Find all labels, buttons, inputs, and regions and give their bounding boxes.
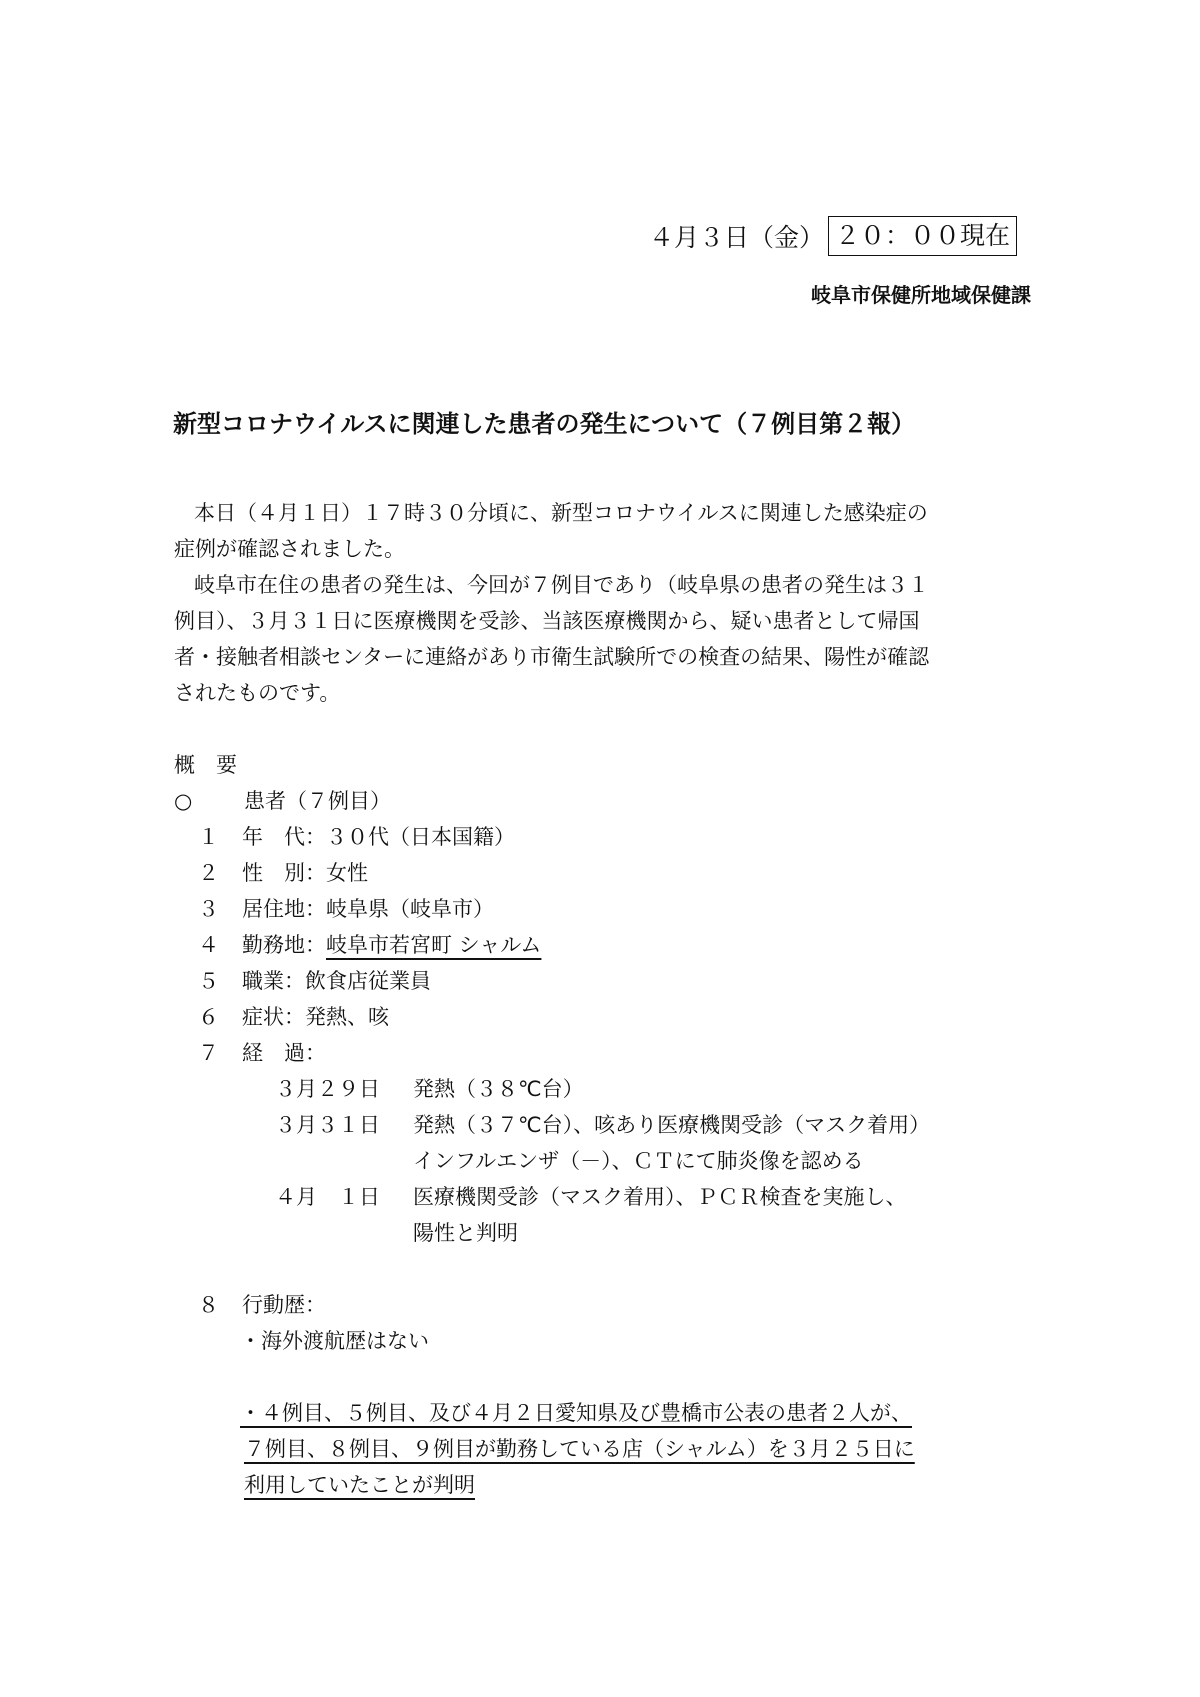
report-date: ４月３日（金） [648, 223, 824, 252]
item-symptoms: ６ 症状：発熱、咳 [198, 1005, 389, 1029]
intro-para2-line3: 者・接触者相談センターに連絡があり市衛生試験所での検査の結果、陽性が確認 [174, 645, 930, 669]
patient-header [174, 783, 391, 819]
item-occupation: ５ 職業：飲食店従業員 [198, 969, 431, 993]
document-title: 新型コロナウイルスに関連した患者の発生について（７例目第２報） [173, 410, 916, 438]
timeline-text-1a: 発熱（３８℃台） [413, 1077, 584, 1101]
timeline-date-1: ３月２９日 [275, 1077, 380, 1101]
item-residence: ３ 居住地：岐阜県（岐阜市） [198, 897, 494, 921]
intro-para1-line2: 症例が確認されました。 [174, 537, 405, 561]
department-name: 岐阜市保健所地域保健課 [811, 283, 1031, 307]
timeline-text-3a: 医療機関受診（マスク着用）、ＰＣＲ検査を実施し、 [413, 1185, 907, 1209]
overview-heading: 概 要 [174, 753, 237, 777]
item-sex: ２ 性 別：女性 [198, 861, 368, 885]
date-line [649, 216, 1017, 256]
report-time-box: ２０：００現在 [828, 216, 1017, 256]
item-progress: ７ 経 過： [198, 1041, 326, 1065]
timeline-date-3: ４月 １日 [275, 1185, 380, 1209]
item-workplace: ４ 勤務地：岐阜市若宮町 シャルム [198, 933, 542, 957]
timeline-text-2a: 発熱（３７℃台）、咳あり医療機関受診（マスク着用） [413, 1113, 931, 1137]
patient-label: 患者（７例目） [244, 789, 391, 813]
intro-para2-line2: 例目）、３月３１日に医療機関を受診、当該医療機関から、疑い患者として帰国 [174, 609, 920, 633]
item-age: １ 年 代：３０代（日本国籍） [198, 825, 515, 849]
timeline-date-2: ３月３１日 [275, 1113, 380, 1137]
intro-para2-line4: されたものです。 [174, 681, 341, 705]
timeline-text-3b: 陽性と判明 [413, 1221, 518, 1245]
patient-marker: ○ [174, 789, 193, 813]
activity-bullet-1: ・海外渡航歴はない [240, 1329, 429, 1353]
activity-bullet-2-line3: 利用していたことが判明 [244, 1473, 475, 1497]
activity-bullet-2-line2: ７例目、８例目、９例目が勤務している店（シャルム）を３月２５日に [244, 1437, 915, 1461]
intro-para1-line1: 本日（４月１日）１７時３０分頃に、新型コロナウイルスに関連した感染症の [194, 501, 928, 525]
activity-bullet-2-line1: ・４例目、５例目、及び４月２日愛知県及び豊橋市公表の患者２人が、 [240, 1401, 912, 1425]
item-activity: ８ 行動歴： [198, 1293, 326, 1317]
timeline-text-2b: インフルエンザ（－）、ＣＴにて肺炎像を認める [413, 1149, 864, 1173]
intro-para2-line1: 岐阜市在住の患者の発生は、今回が７例目であり（岐阜県の患者の発生は３１ [194, 573, 929, 597]
